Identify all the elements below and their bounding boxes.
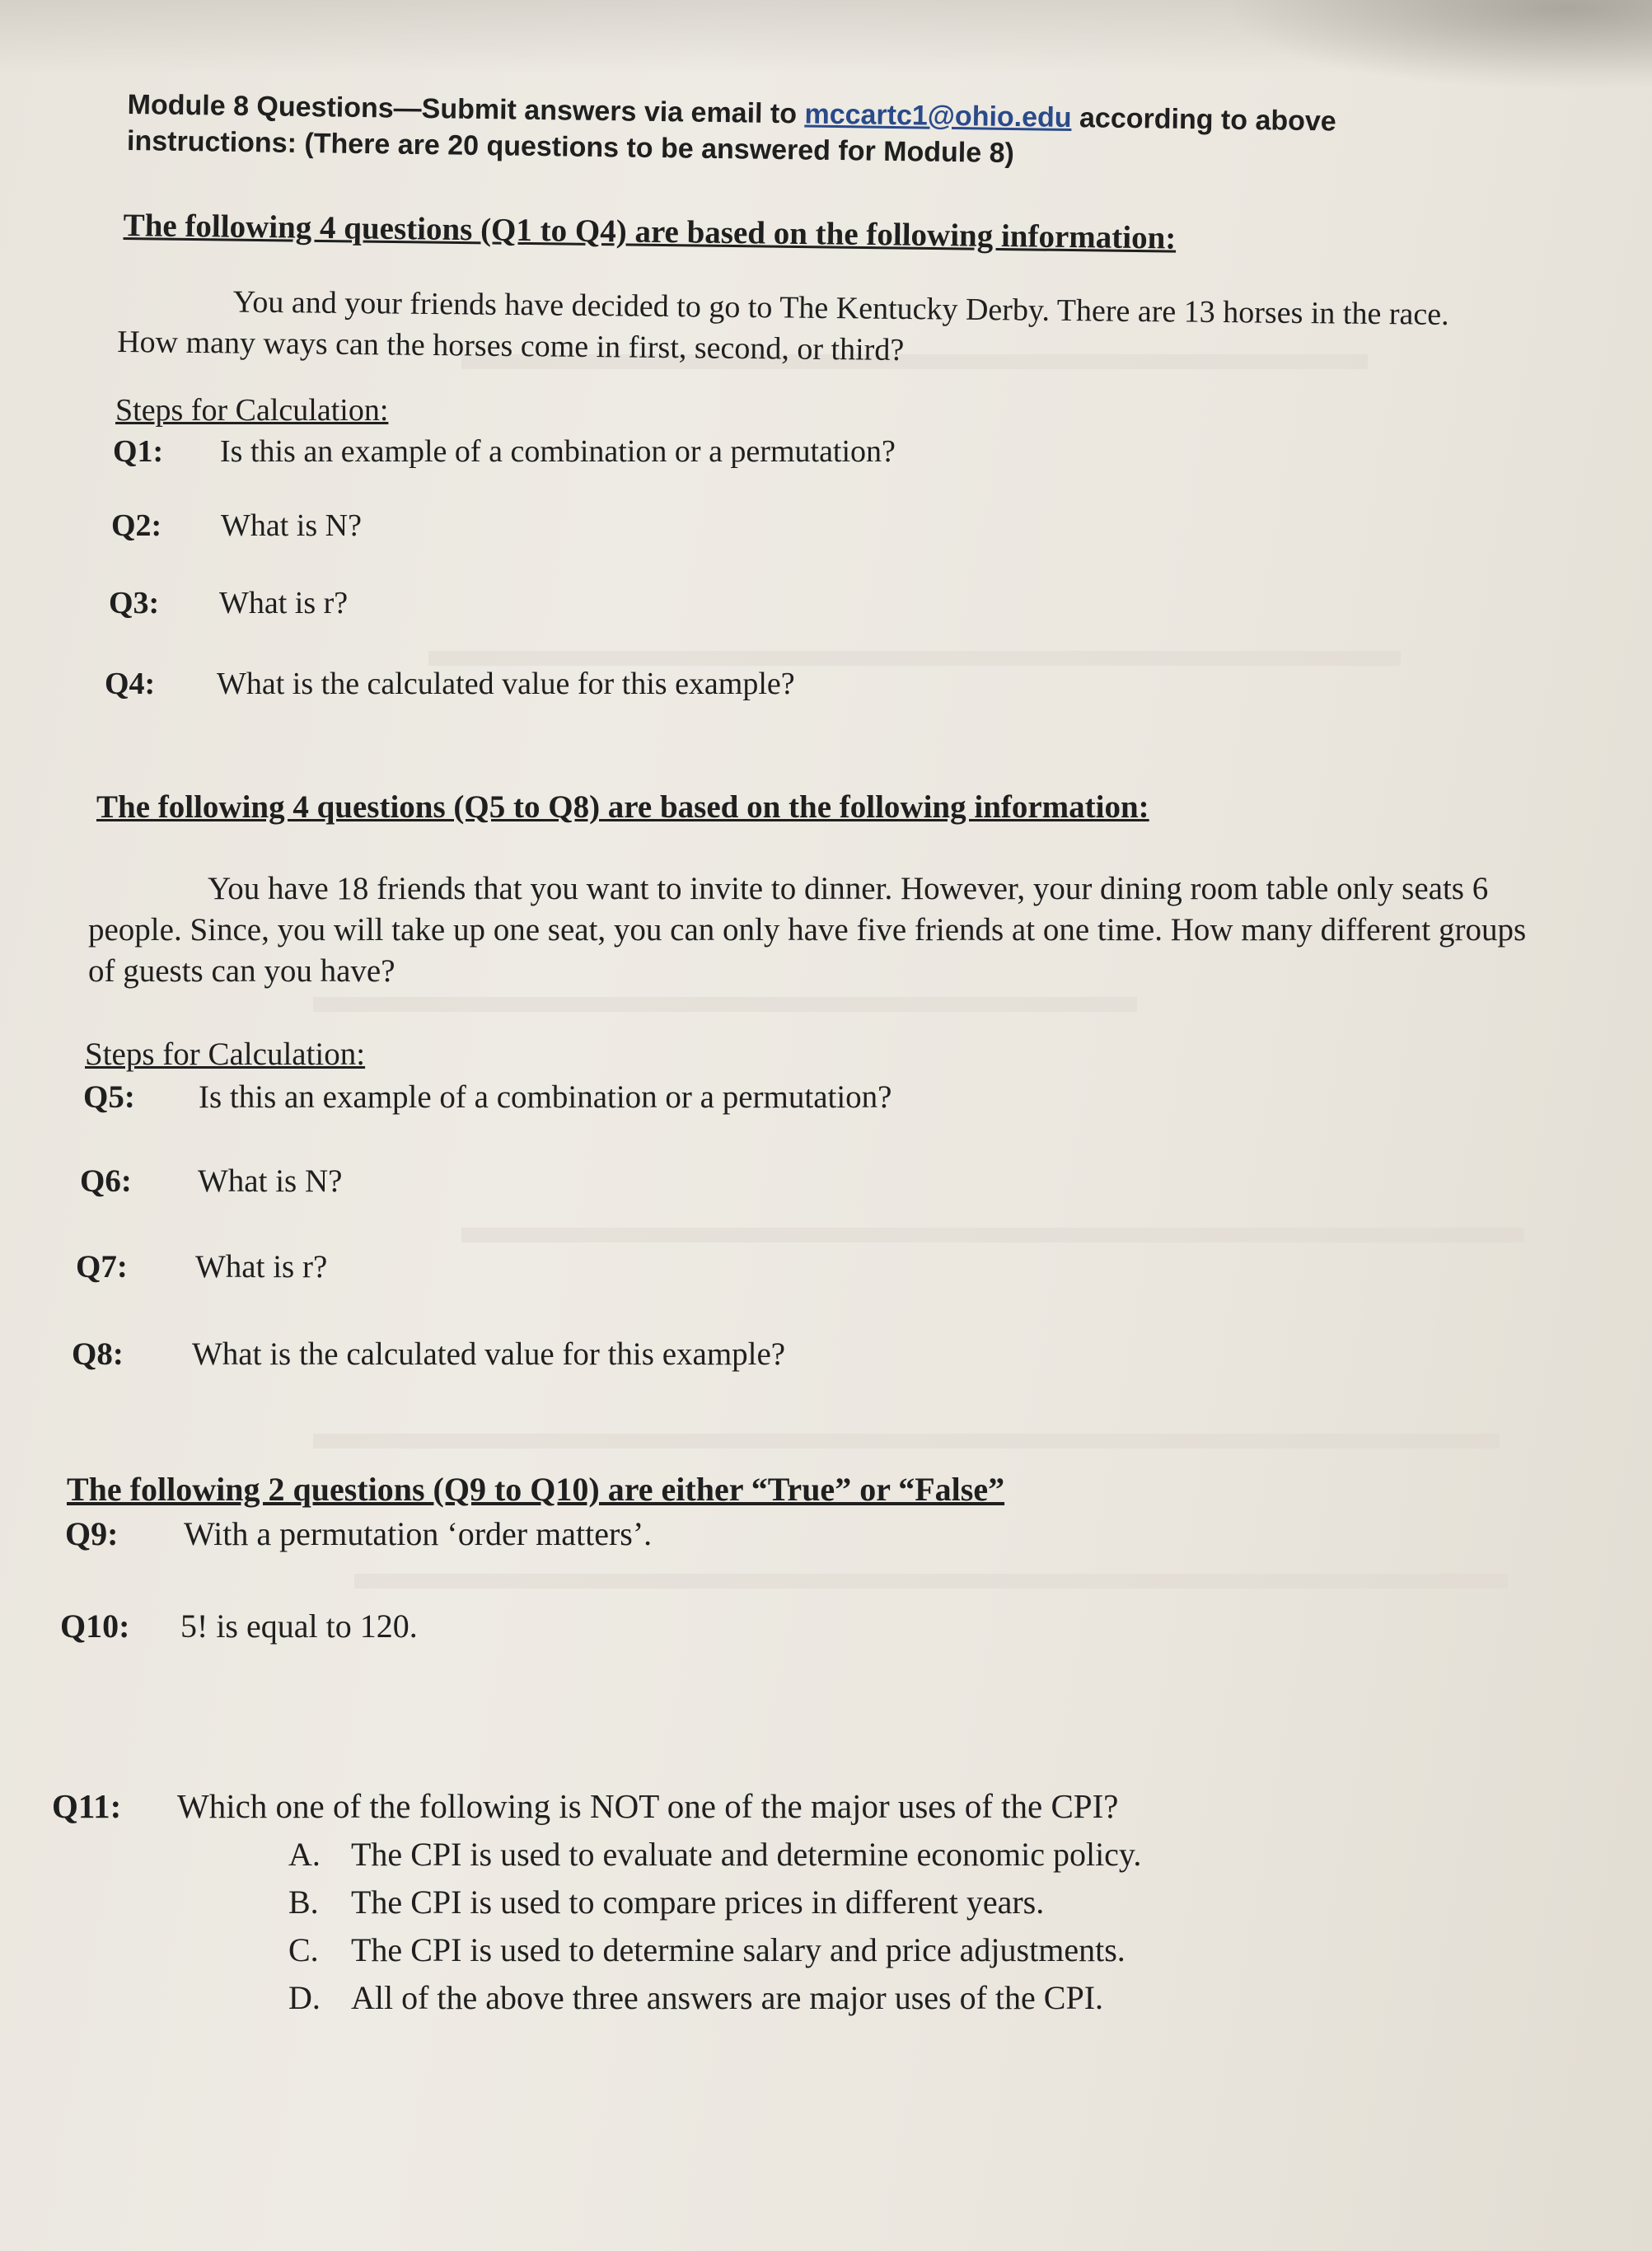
bleed-through-texture	[354, 1574, 1508, 1589]
question-text: What is N?	[198, 1163, 343, 1199]
option-letter: A.	[288, 1836, 321, 1873]
question-q4	[105, 664, 795, 704]
question-number: Q4:	[105, 667, 156, 701]
question-number: Q3:	[109, 586, 160, 620]
bleed-through-texture	[313, 1434, 1500, 1448]
bleed-through-texture	[313, 997, 1137, 1012]
question-q3	[109, 583, 348, 623]
question-text: With a permutation ‘order matters’.	[184, 1515, 653, 1552]
question-q7	[76, 1247, 327, 1287]
question-q8	[72, 1335, 785, 1374]
question-q2	[111, 506, 362, 545]
question-number: Q5:	[83, 1079, 135, 1115]
option-text: The CPI is used to compare prices in different years.	[351, 1884, 1045, 1921]
question-q5	[83, 1078, 892, 1117]
question-number: Q9:	[65, 1515, 119, 1552]
question-text: Is this an example of a combination or a permutation?	[199, 1079, 892, 1115]
question-number: Q2:	[111, 508, 162, 543]
question-number: Q1:	[113, 434, 164, 469]
question-text: Is this an example of a combination or a permutation?	[220, 434, 896, 469]
option-b	[288, 1879, 1141, 1926]
option-c	[288, 1926, 1141, 1974]
section-2-paragraph: You have 18 friends that you want to invite to dinner. However, your dining room table only seats 6 people. Since, you will take up one seat, you can only have five friends at one time. How many different groups of guests can you have?	[88, 871, 1527, 989]
question-text: What is r?	[195, 1249, 328, 1285]
section-3-heading: The following 2 questions (Q9 to Q10) are either “True” or “False”	[67, 1471, 1005, 1508]
question-number: Q6:	[80, 1163, 132, 1199]
option-a	[288, 1831, 1141, 1879]
email-link[interactable]: mccartc1@ohio.edu	[804, 98, 1072, 133]
section-1-heading: The following 4 questions (Q1 to Q4) are based on the following information:	[123, 207, 1177, 256]
option-d	[288, 1974, 1141, 2022]
option-letter: B.	[288, 1884, 319, 1921]
question-q1	[113, 432, 896, 471]
question-q10	[60, 1607, 418, 1646]
question-text: What is the calculated value for this example?	[217, 667, 795, 701]
option-text: All of the above three answers are major uses of the CPI.	[351, 1979, 1104, 2016]
section-2-steps-label: Steps for Calculation:	[85, 1037, 366, 1072]
option-text: The CPI is used to determine salary and price adjustments.	[351, 1931, 1126, 1968]
question-number: Q10:	[60, 1608, 130, 1645]
bleed-through-texture	[461, 1228, 1524, 1242]
section-1-paragraph: You and your friends have decided to go to The Kentucky Derby. There are 13 horses in the race. How many ways can the horses come in first, second, or third?	[116, 284, 1449, 367]
question-number: Q11:	[52, 1787, 122, 1825]
question-number: Q7:	[76, 1249, 128, 1285]
section-2-heading: The following 4 questions (Q5 to Q8) are based on the following information:	[96, 789, 1149, 825]
question-text: 5! is equal to 120.	[180, 1608, 418, 1645]
header-line-1-end: according to above	[1071, 102, 1337, 138]
section-1-steps-label: Steps for Calculation:	[115, 393, 389, 428]
module-header	[127, 87, 1495, 178]
corner-shadow	[1224, 0, 1652, 91]
option-letter: D.	[288, 1979, 321, 2016]
question-number: Q8:	[72, 1336, 124, 1372]
header-line-1-start: Module 8 Questions—Submit answers via email to	[127, 88, 805, 130]
header-line-2: instructions: (There are 20 questions to be answered for Module 8)	[126, 124, 1015, 170]
question-q6	[80, 1162, 342, 1201]
option-letter: C.	[288, 1931, 319, 1968]
question-q9	[65, 1514, 652, 1554]
q11-options	[288, 1831, 1141, 2022]
question-text: What is r?	[219, 586, 349, 620]
question-text: What is the calculated value for this example?	[192, 1336, 786, 1372]
question-q11	[52, 1786, 1118, 1826]
question-text: Which one of the following is NOT one of the major uses of the CPI?	[177, 1787, 1119, 1825]
question-text: What is N?	[221, 508, 362, 543]
option-text: The CPI is used to evaluate and determine economic policy.	[351, 1836, 1142, 1873]
